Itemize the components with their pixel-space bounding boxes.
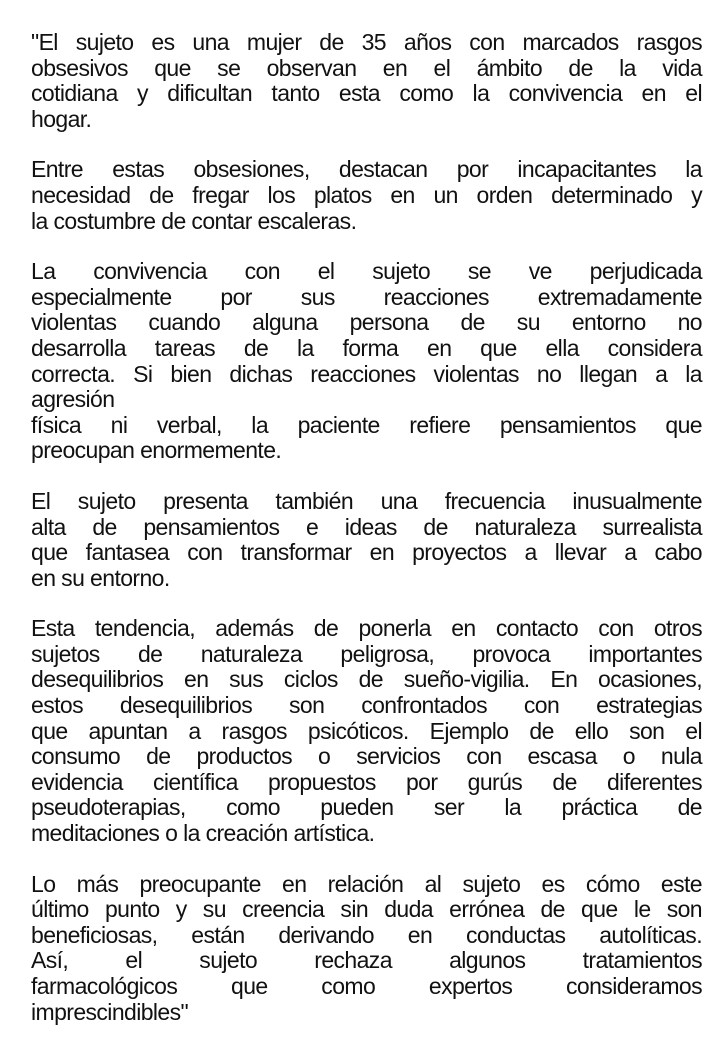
- paragraph-1: [31, 30, 702, 132]
- paragraph-6: [31, 872, 702, 1026]
- text-line: La convivencia con el sujeto se ve perjudicada: [31, 258, 702, 285]
- text-line: último punto y su creencia sin duda errónea de que le son: [31, 896, 702, 923]
- text-line: cotidiana y dificultan tanto esta como la convivencia en el: [31, 80, 702, 107]
- text-line: Esta tendencia, además de ponerla en contacto con otros: [31, 615, 702, 642]
- paragraph-5: [31, 616, 702, 846]
- text-line: agresión: [31, 386, 115, 413]
- text-line: farmacológicos que como expertos consideramos: [31, 973, 702, 999]
- text-line: evidencia científica propuestos por gurús de diferentes: [31, 768, 702, 795]
- text-line: preocupan enormemente.: [31, 437, 282, 464]
- text-line: que fantasea con transformar en proyectos a llevar a cabo: [31, 539, 702, 566]
- text-line: desequilibrios en sus ciclos de sueño-vigilia. En ocasiones,: [31, 666, 702, 693]
- text-line: "El sujeto es una mujer de 35 años con marcados rasgos: [31, 29, 702, 55]
- text-line: la costumbre de contar escaleras.: [31, 207, 357, 234]
- text-line: en su entorno.: [31, 564, 170, 591]
- document-page: [31, 30, 702, 1050]
- text-line: consumo de productos o servicios con escasa o nula: [31, 743, 702, 770]
- paragraph-3: [31, 259, 702, 464]
- text-line: sujetos de naturaleza peligrosa, provoca importantes: [31, 640, 702, 667]
- text-line: obsesivos que se observan en el ámbito de la vida: [31, 54, 702, 81]
- text-line: física ni verbal, la paciente refiere pensamientos que: [31, 411, 702, 438]
- paragraph-2: [31, 157, 702, 234]
- text-line: alta de pensamientos e ideas de naturaleza surrealista: [31, 513, 702, 540]
- text-line: que apuntan a rasgos psicóticos. Ejemplo de ello son el: [31, 717, 702, 744]
- text-line: Entre estas obsesiones, destacan por incapacitantes la: [31, 156, 702, 183]
- text-line: imprescindibles": [31, 998, 189, 1025]
- text-line: Lo más preocupante en relación al sujeto es cómo este: [31, 870, 702, 897]
- text-line: estos desequilibrios son confrontados con estrategias: [31, 692, 702, 719]
- text-line: hogar.: [31, 105, 92, 132]
- text-line: pseudoterapias, como pueden ser la práctica de: [31, 794, 702, 821]
- text-line: especialmente por sus reacciones extremadamente: [31, 283, 702, 310]
- text-line: beneficiosas, están derivando en conductas autolíticas.: [31, 921, 702, 948]
- text-line: Así, el sujeto rechaza algunos tratamientos: [31, 947, 702, 974]
- text-line: violentas cuando alguna persona de su entorno no: [31, 309, 702, 336]
- text-line: necesidad de fregar los platos en un orden determinado y: [31, 181, 702, 208]
- text-line: El sujeto presenta también una frecuencia inusualmente: [31, 487, 702, 514]
- paragraph-4: [31, 489, 702, 591]
- text-line: correcta. Si bien dichas reacciones violentas no llegan a la: [31, 360, 702, 387]
- text-line: meditaciones o la creación artística.: [31, 820, 375, 847]
- text-line: desarrolla tareas de la forma en que ella considera: [31, 334, 702, 361]
